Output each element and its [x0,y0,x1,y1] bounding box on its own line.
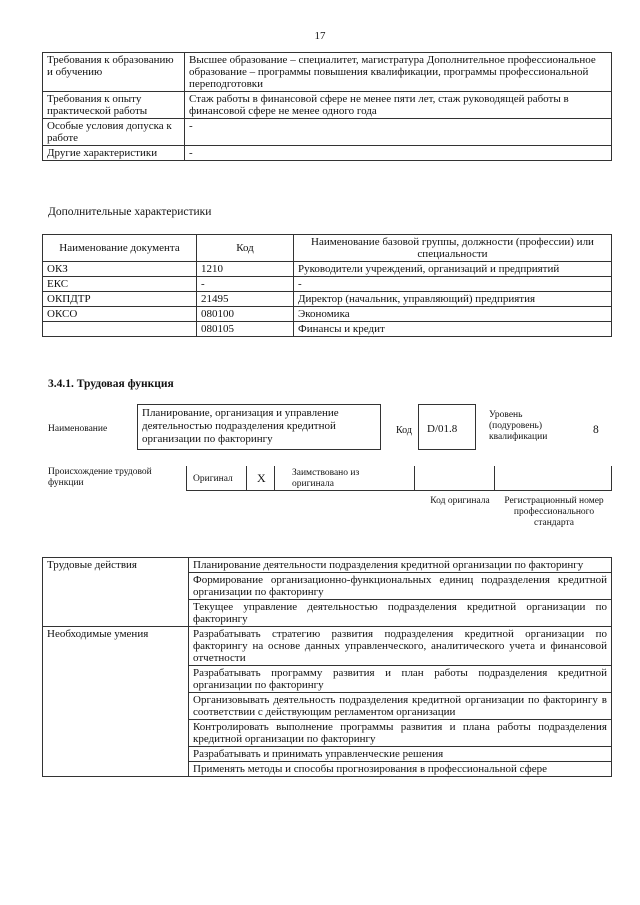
table-cell: Финансы и кредит [294,322,612,337]
row-value: - [185,119,612,146]
table-cell: - [294,277,612,292]
table-cell: 080105 [197,322,294,337]
column-header: Наименование базовой группы, должности (профессии) или специальности [294,235,612,262]
group-spacer [43,573,189,600]
table-row [43,292,612,307]
borrowed-label: Заимствовано из оригинала [292,468,360,489]
table-cell: Контролировать выполнение программы развития и плана работы подразделения кредитной организации по факторингу [189,720,612,747]
level-value: 8 [593,424,599,436]
table-cell: 1210 [197,262,294,277]
origin-cell-code [414,466,495,491]
reg-number-label: Регистрационный номер профессионального стандарта [504,496,604,528]
group-label: Трудовые действия [43,558,189,573]
table-cell: ОКЗ [43,262,197,277]
table-cell: ОКСО [43,307,197,322]
table-cell: Разрабатывать стратегию развития подразделения кредитной организации по факторингу на основе данных управленческого, аналитического учета и финансовой отчетности [189,627,612,666]
column-header: Наименование документа [43,235,197,262]
table-cell: 080100 [197,307,294,322]
table-cell: Планирование деятельности подразделения кредитной организации по факторингу [189,558,612,573]
table-cell: ОКПДТР [43,292,197,307]
requirements-table [42,52,612,161]
row-label: Требования к опыту практической работы [43,92,185,119]
table-row [43,558,612,573]
table-row [43,693,612,720]
additional-table [42,234,612,337]
table-cell: - [197,277,294,292]
table-row [43,307,612,322]
row-label: Требования к образованию и обучению [43,53,185,92]
name-label: Наименование [48,424,108,434]
function-name-box: Планирование, организация и управление деятельностью подразделения кредитной организации по факторингу [137,404,381,450]
table-cell: Директор (начальник, управляющий) предприятия [294,292,612,307]
table-cell: Руководители учреждений, организаций и предприятий [294,262,612,277]
table-row [43,600,612,627]
group-spacer [43,747,189,762]
row-label: Другие характеристики [43,146,185,161]
table-row [43,573,612,600]
table-cell: Разрабатывать программу развития и план работы подразделения кредитной организации по факторингу [189,666,612,693]
origin-cell-reg [494,466,612,491]
table-cell: Применять методы и способы прогнозирования в профессиональной сфере [189,762,612,777]
actions-table [42,557,612,777]
table-cell: 21495 [197,292,294,307]
group-spacer [43,762,189,777]
original-mark: X [257,471,266,485]
table-row [43,119,612,146]
column-header: Код [197,235,294,262]
table-cell [43,322,197,337]
group-spacer [43,600,189,627]
code-label: Код [396,425,412,436]
table-row [43,666,612,693]
additional-title: Дополнительные характеристики [48,206,212,218]
level-label: Уровень (подуровень) квалификации [489,410,548,442]
group-spacer [43,666,189,693]
origin-label: Происхождение трудовой функции [48,467,152,488]
group-spacer [43,720,189,747]
row-label: Особые условия допуска к работе [43,119,185,146]
table-row [43,262,612,277]
row-value: - [185,146,612,161]
table-cell: Разрабатывать и принимать управленческие решения [189,747,612,762]
group-label: Необходимые умения [43,627,189,666]
table-row [43,627,612,666]
table-row [43,92,612,119]
row-value: Высшее образование – специалитет, магистратура Дополнительное профессиональное образование – программы повышения квалификации, программы профессиональной переподготовки [185,53,612,92]
table-cell: ЕКС [43,277,197,292]
table-row [43,277,612,292]
table-header-row [43,235,612,262]
table-cell: Формирование организационно-функциональных единиц подразделения кредитной организации по факторингу [189,573,612,600]
table-row [43,146,612,161]
page-number: 17 [314,30,326,42]
table-cell: Текущее управление деятельностью подразделения кредитной организации по факторингу [189,600,612,627]
table-row [43,762,612,777]
table-cell: Организовывать деятельность подразделения кредитной организации по факторингу в соответствии с действующим регламентом организации [189,693,612,720]
table-row [43,720,612,747]
original-label: Оригинал [193,474,233,484]
original-code-label: Код оригинала [430,496,490,506]
function-code-box: D/01.8 [418,404,476,450]
row-value: Стаж работы в финансовой сфере не менее пяти лет, стаж руководящей работы в финансовой сфере не менее одного года [185,92,612,119]
table-row [43,53,612,92]
table-cell: Экономика [294,307,612,322]
function-heading: 3.4.1. Трудовая функция [48,378,174,390]
table-row [43,747,612,762]
group-spacer [43,693,189,720]
table-row [43,322,612,337]
